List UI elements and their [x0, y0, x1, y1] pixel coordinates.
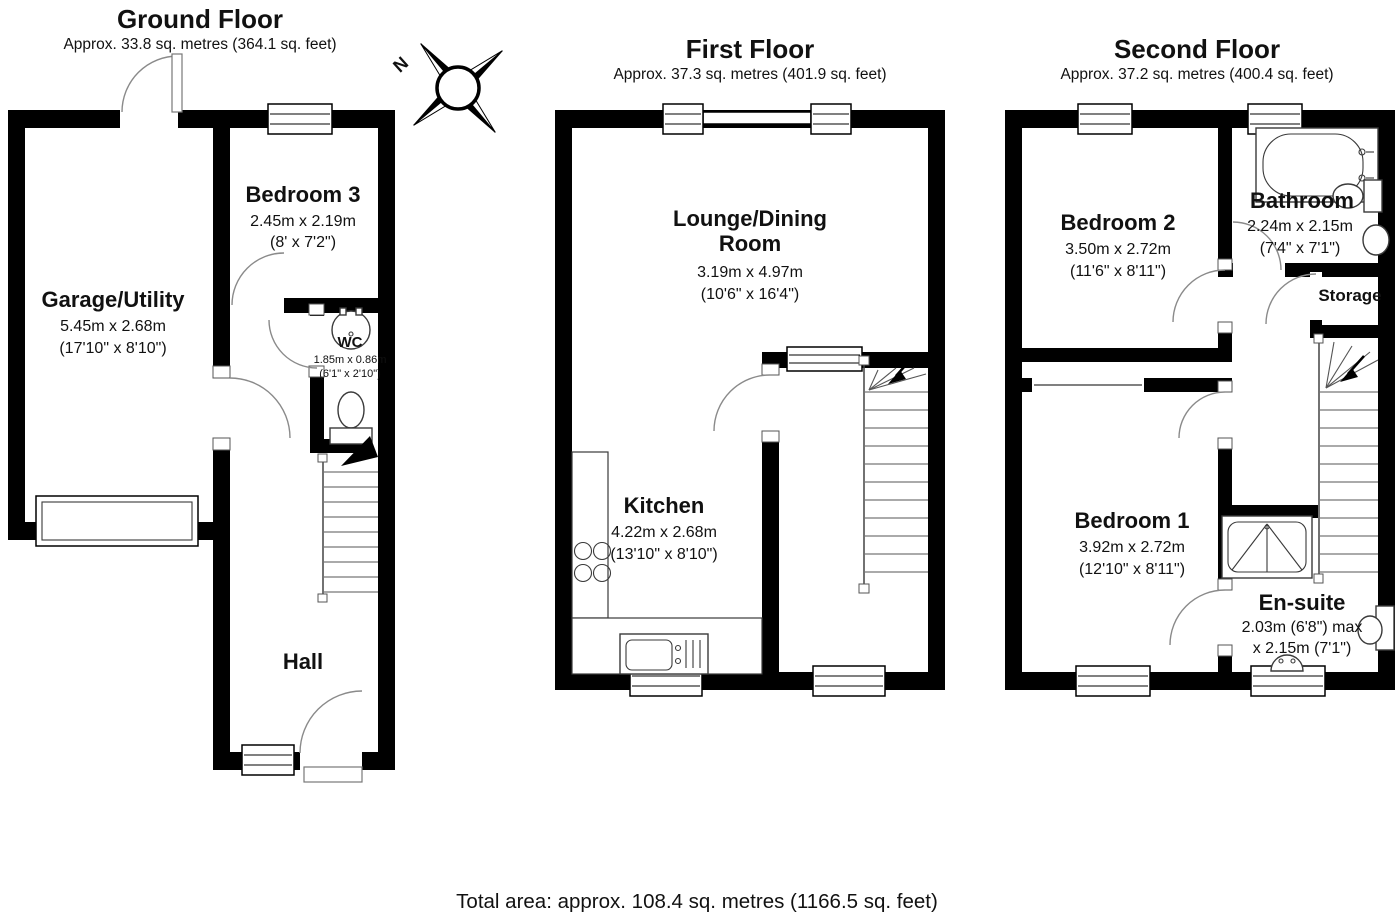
- bedroom2-door-arc: [1173, 270, 1225, 322]
- kitchen-sink-icon: [620, 634, 708, 674]
- ensuite-door-arc: [1170, 590, 1225, 645]
- bedroom2-dims-ft: (11'6" x 8'11"): [1069, 263, 1167, 280]
- first-floor-plan: [555, 34, 945, 696]
- first-floor-openings: [762, 375, 779, 431]
- ensuite-label: En-suite: [1258, 590, 1346, 615]
- ground-floor-plan: [8, 4, 395, 782]
- bathroom-dims-m: 2.24m x 2.15m: [1247, 218, 1353, 235]
- bedroom1-label: Bedroom 1: [1074, 508, 1190, 533]
- toilet-icon: [1271, 655, 1303, 671]
- internal-window: [787, 347, 862, 371]
- storage-label: Storage: [1318, 286, 1382, 305]
- garage-dims-m: 5.45m x 2.68m: [60, 318, 166, 335]
- bathroom-label: Bathroom: [1250, 188, 1354, 213]
- compass-icon: [389, 44, 502, 133]
- bedroom3-door-arc: [232, 253, 284, 305]
- entrance-door-arc: [122, 56, 178, 112]
- second-floor-openings: [1032, 263, 1322, 645]
- garage-door-arc: [230, 378, 290, 438]
- compass-north-label: N: [389, 52, 413, 77]
- window: [1076, 666, 1150, 696]
- bathroom-dims-ft: (7'4" x 7'1"): [1259, 240, 1341, 257]
- lounge-label-line2: Room: [718, 231, 782, 256]
- wc-door-arc: [269, 320, 317, 368]
- toilet-icon: [338, 392, 364, 428]
- bedroom3-dims-m: 2.45m x 2.19m: [250, 213, 356, 230]
- front-door-arc: [300, 691, 362, 753]
- second-floor-stairs: [1314, 334, 1378, 583]
- kitchen-counter: [572, 452, 608, 618]
- entrance-door-leaf: [172, 54, 182, 112]
- lounge-label-line1: Lounge/Dining: [673, 206, 827, 231]
- first-floor-title: First Floor: [685, 34, 815, 64]
- kitchen-fixtures: [572, 452, 762, 674]
- bedroom3-label: Bedroom 3: [245, 182, 361, 207]
- first-floor-stairs: [859, 356, 928, 593]
- kitchen-dims-ft: (13'10" x 8'10"): [610, 546, 718, 563]
- second-floor-title: Second Floor: [1113, 34, 1281, 64]
- window: [268, 104, 332, 134]
- ensuite-dims-line1: 2.03m (6'8") max: [1241, 619, 1363, 636]
- lounge-dims-m: 3.19m x 4.97m: [697, 264, 803, 281]
- lounge-door-arc: [714, 375, 770, 431]
- kitchen-label: Kitchen: [623, 493, 705, 518]
- second-floor-plan: [1005, 34, 1395, 696]
- first-floor-labels: [610, 206, 827, 563]
- bedroom3-dims-ft: (8' x 7'2"): [269, 234, 337, 251]
- front-door-step: [304, 767, 362, 782]
- sink-icon: [1363, 225, 1389, 255]
- garage-dims-ft: (17'10" x 8'10"): [59, 340, 167, 357]
- wc-dims-ft: (6'1" x 2'10"): [319, 368, 381, 380]
- kitchen-dims-m: 4.22m x 2.68m: [611, 524, 717, 541]
- glazed-strip: [703, 112, 811, 124]
- window: [813, 666, 885, 696]
- first-floor-windows: [630, 104, 885, 696]
- lounge-dims-ft: (10'6" x 16'4"): [700, 286, 800, 303]
- ground-floor-subtitle: Approx. 33.8 sq. metres (364.1 sq. feet): [63, 36, 337, 53]
- bedroom2-label: Bedroom 2: [1060, 210, 1176, 235]
- window: [663, 104, 703, 134]
- shower-icon: [1222, 516, 1312, 578]
- sink-icon: [1358, 606, 1394, 650]
- wc-dims-m: 1.85m x 0.86m: [313, 354, 387, 366]
- first-floor-walls: [555, 110, 945, 690]
- bedroom1-dims-m: 3.92m x 2.72m: [1079, 539, 1185, 556]
- window: [811, 104, 851, 134]
- first-floor-subtitle: Approx. 37.3 sq. metres (401.9 sq. feet): [613, 66, 887, 83]
- ground-floor-doors: [122, 54, 362, 782]
- window: [242, 745, 294, 775]
- bedroom1-dims-ft: (12'10" x 8'11"): [1078, 561, 1186, 578]
- wc-label: WC: [337, 334, 363, 351]
- second-floor-subtitle: Approx. 37.2 sq. metres (400.4 sq. feet): [1060, 66, 1334, 83]
- bedroom2-dims-m: 3.50m x 2.72m: [1065, 241, 1171, 258]
- garage-label: Garage/Utility: [41, 287, 185, 312]
- hall-label: Hall: [282, 649, 324, 674]
- ground-floor-title: Ground Floor: [116, 4, 284, 34]
- total-area-label: Total area: approx. 108.4 sq. metres (1166.5 sq. feet): [456, 890, 938, 913]
- ground-floor-stairs: [318, 436, 378, 602]
- garage-door: [36, 496, 198, 546]
- window: [1078, 104, 1132, 134]
- storage-door-arc: [1266, 274, 1316, 324]
- ensuite-dims-line2: x 2.15m (7'1"): [1252, 640, 1352, 657]
